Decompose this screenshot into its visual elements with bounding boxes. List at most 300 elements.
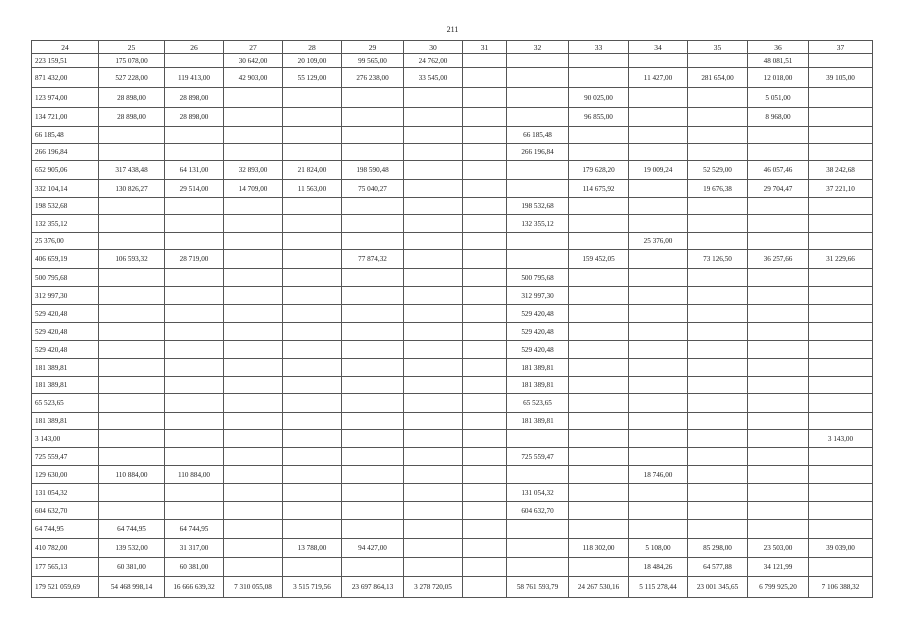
table-cell (507, 161, 569, 180)
table-cell (569, 466, 629, 484)
table-cell: 181 389,81 (32, 359, 99, 377)
table-cell (688, 466, 748, 484)
table-cell (165, 430, 224, 448)
table-cell (569, 520, 629, 539)
table-cell (283, 144, 342, 161)
table-cell (463, 215, 507, 233)
table-cell: 8 968,00 (748, 108, 809, 127)
table-cell: 28 898,00 (165, 88, 224, 108)
table-cell (809, 558, 873, 577)
table-cell (342, 520, 404, 539)
table-row (32, 233, 873, 250)
table-cell: 65 523,65 (32, 394, 99, 413)
table-cell (165, 502, 224, 520)
table-cell: 529 420,48 (32, 305, 99, 323)
table-cell (688, 108, 748, 127)
table-cell: 223 159,51 (32, 54, 99, 68)
table-cell: 159 452,05 (569, 250, 629, 269)
column-header: 31 (463, 41, 507, 54)
table-row (32, 323, 873, 341)
table-cell: 529 420,48 (507, 341, 569, 359)
table-cell: 21 824,00 (283, 161, 342, 180)
table-cell: 266 196,84 (507, 144, 569, 161)
table-cell (809, 305, 873, 323)
table-cell (99, 287, 165, 305)
table-cell (507, 88, 569, 108)
table-cell (283, 88, 342, 108)
table-cell (463, 305, 507, 323)
table-cell: 500 795,68 (32, 269, 99, 287)
table-cell (342, 341, 404, 359)
table-cell (809, 54, 873, 68)
table-cell (283, 127, 342, 144)
table-cell: 139 532,00 (99, 539, 165, 558)
table-cell: 19 676,38 (688, 180, 748, 198)
table-cell: 175 078,00 (99, 54, 165, 68)
table-cell (688, 484, 748, 502)
table-cell (629, 215, 688, 233)
table-cell (404, 466, 463, 484)
table-cell (688, 215, 748, 233)
table-cell (507, 520, 569, 539)
table-cell (569, 448, 629, 466)
table-cell (463, 520, 507, 539)
table-cell (569, 287, 629, 305)
table-cell (463, 466, 507, 484)
table-cell (224, 269, 283, 287)
page-number: 211 (446, 25, 459, 34)
table-cell (688, 287, 748, 305)
table-cell (507, 539, 569, 558)
table-cell (224, 359, 283, 377)
table-cell (809, 359, 873, 377)
table-cell (507, 430, 569, 448)
table-cell (224, 413, 283, 430)
column-header: 37 (809, 41, 873, 54)
table-cell (463, 394, 507, 413)
table-cell (165, 233, 224, 250)
table-cell: 131 054,32 (507, 484, 569, 502)
table-cell: 410 782,00 (32, 539, 99, 558)
table-cell (507, 558, 569, 577)
table-cell (342, 287, 404, 305)
table-cell (569, 198, 629, 215)
table-cell (507, 180, 569, 198)
table-cell: 52 529,00 (688, 161, 748, 180)
table-cell: 181 389,81 (507, 413, 569, 430)
table-cell (629, 377, 688, 394)
table-cell (165, 484, 224, 502)
table-cell: 94 427,00 (342, 539, 404, 558)
table-cell (748, 215, 809, 233)
table-cell (342, 377, 404, 394)
table-cell (569, 394, 629, 413)
table-cell: 281 654,00 (688, 68, 748, 88)
table-cell (404, 161, 463, 180)
table-cell: 14 709,00 (224, 180, 283, 198)
table-cell (165, 127, 224, 144)
table-cell (283, 323, 342, 341)
table-row (32, 68, 873, 88)
table-cell (99, 377, 165, 394)
table-cell: 317 438,48 (99, 161, 165, 180)
table-cell (463, 198, 507, 215)
table-cell (404, 539, 463, 558)
table-cell (809, 215, 873, 233)
table-cell (688, 341, 748, 359)
table-cell (629, 54, 688, 68)
table-cell (99, 127, 165, 144)
table-cell (569, 413, 629, 430)
table-cell (283, 198, 342, 215)
table-cell (809, 144, 873, 161)
table-cell: 198 532,68 (32, 198, 99, 215)
table-cell (99, 269, 165, 287)
table-row (32, 54, 873, 68)
table-cell (283, 233, 342, 250)
table-cell: 46 057,46 (748, 161, 809, 180)
table-cell: 65 523,65 (507, 394, 569, 413)
table-row (32, 502, 873, 520)
table-cell (629, 413, 688, 430)
table-cell (463, 341, 507, 359)
table-cell (283, 558, 342, 577)
table-cell (283, 394, 342, 413)
column-header: 34 (629, 41, 688, 54)
table-cell (629, 144, 688, 161)
table-cell: 25 376,00 (32, 233, 99, 250)
table-cell: 13 788,00 (283, 539, 342, 558)
table-cell (748, 198, 809, 215)
table-cell (748, 127, 809, 144)
table-row (32, 466, 873, 484)
table-cell: 312 997,30 (507, 287, 569, 305)
table-cell (463, 430, 507, 448)
table-cell (165, 359, 224, 377)
table-cell (99, 341, 165, 359)
table-cell (463, 359, 507, 377)
table-cell (165, 341, 224, 359)
table-cell: 132 355,12 (507, 215, 569, 233)
table-cell (748, 269, 809, 287)
table-cell (283, 502, 342, 520)
table-cell: 16 666 639,32 (165, 577, 224, 598)
table-cell (569, 359, 629, 377)
table-row (32, 287, 873, 305)
column-header: 30 (404, 41, 463, 54)
table-cell (165, 54, 224, 68)
table-cell: 5 115 278,44 (629, 577, 688, 598)
table-cell: 198 590,48 (342, 161, 404, 180)
table-cell (99, 323, 165, 341)
table-cell: 181 389,81 (507, 377, 569, 394)
table-cell: 58 761 593,79 (507, 577, 569, 598)
table-cell: 24 267 530,16 (569, 577, 629, 598)
table-cell (569, 502, 629, 520)
table-cell: 64 744,95 (32, 520, 99, 539)
table-cell (569, 144, 629, 161)
table-cell (569, 341, 629, 359)
table-row (32, 394, 873, 413)
table-cell (463, 180, 507, 198)
table-cell (463, 558, 507, 577)
table-cell: 23 697 864,13 (342, 577, 404, 598)
table-cell: 7 310 055,08 (224, 577, 283, 598)
table-cell: 38 242,68 (809, 161, 873, 180)
table-cell (283, 287, 342, 305)
table-cell (748, 377, 809, 394)
table-cell (342, 359, 404, 377)
table-cell: 177 565,13 (32, 558, 99, 577)
table-cell: 3 515 719,56 (283, 577, 342, 598)
table-cell (224, 341, 283, 359)
column-header: 26 (165, 41, 224, 54)
table-row (32, 305, 873, 323)
table-cell (629, 520, 688, 539)
table-cell (99, 502, 165, 520)
table-cell (404, 233, 463, 250)
table-cell (748, 448, 809, 466)
table-cell: 29 704,47 (748, 180, 809, 198)
table-cell (629, 305, 688, 323)
table-cell: 11 563,00 (283, 180, 342, 198)
table-cell: 5 108,00 (629, 539, 688, 558)
table-cell (404, 520, 463, 539)
table-cell (404, 341, 463, 359)
table-cell (165, 287, 224, 305)
table-cell (507, 466, 569, 484)
table-cell: 19 009,24 (629, 161, 688, 180)
table-cell (283, 413, 342, 430)
table-cell (507, 233, 569, 250)
table-cell: 34 121,99 (748, 558, 809, 577)
data-table (31, 40, 873, 598)
table-cell (748, 233, 809, 250)
table-cell: 3 278 720,05 (404, 577, 463, 598)
table-cell: 31 229,66 (809, 250, 873, 269)
table-cell: 23 001 345,65 (688, 577, 748, 598)
table-cell: 652 905,06 (32, 161, 99, 180)
table-cell (629, 341, 688, 359)
table-cell: 39 105,00 (809, 68, 873, 88)
table-cell (224, 394, 283, 413)
table-cell: 18 746,00 (629, 466, 688, 484)
table-cell (569, 377, 629, 394)
table-cell (629, 287, 688, 305)
table-cell (688, 127, 748, 144)
table-cell (809, 448, 873, 466)
table-cell (224, 198, 283, 215)
table-cell (224, 520, 283, 539)
table-cell (283, 448, 342, 466)
table-row (32, 250, 873, 269)
table-cell: 604 632,70 (507, 502, 569, 520)
table-cell: 114 675,92 (569, 180, 629, 198)
table-cell: 55 129,00 (283, 68, 342, 88)
table-row (32, 484, 873, 502)
table-row (32, 144, 873, 161)
table-cell (224, 484, 283, 502)
table-cell (463, 502, 507, 520)
table-cell (342, 323, 404, 341)
table-cell (809, 413, 873, 430)
table-cell: 132 355,12 (32, 215, 99, 233)
table-cell: 64 744,95 (165, 520, 224, 539)
table-row (32, 577, 873, 598)
table-cell: 64 577,88 (688, 558, 748, 577)
table-cell (342, 448, 404, 466)
table-cell (629, 502, 688, 520)
table-cell (99, 144, 165, 161)
table-cell (748, 341, 809, 359)
table-cell (165, 305, 224, 323)
table-cell (342, 484, 404, 502)
table-cell (809, 341, 873, 359)
table-cell (165, 269, 224, 287)
table-cell (165, 394, 224, 413)
table-cell (629, 108, 688, 127)
table-cell (629, 359, 688, 377)
table-cell (224, 144, 283, 161)
table-cell (569, 323, 629, 341)
table-cell (463, 413, 507, 430)
table-cell (809, 502, 873, 520)
table-cell (463, 54, 507, 68)
column-header: 35 (688, 41, 748, 54)
table-cell (165, 323, 224, 341)
table-cell (569, 233, 629, 250)
column-header: 27 (224, 41, 283, 54)
table-cell (809, 198, 873, 215)
table-cell (688, 502, 748, 520)
table-cell (99, 394, 165, 413)
table-cell (629, 448, 688, 466)
table-cell: 54 468 998,14 (99, 577, 165, 598)
table-cell: 129 630,00 (32, 466, 99, 484)
table-row (32, 448, 873, 466)
table-cell (688, 448, 748, 466)
table-cell (463, 68, 507, 88)
table-cell (342, 305, 404, 323)
column-header: 32 (507, 41, 569, 54)
table-cell (688, 430, 748, 448)
table-cell: 181 389,81 (32, 413, 99, 430)
table-cell (165, 377, 224, 394)
table-cell (342, 88, 404, 108)
table-row (32, 127, 873, 144)
column-header: 24 (32, 41, 99, 54)
table-cell: 725 559,47 (507, 448, 569, 466)
table-cell (688, 305, 748, 323)
column-header: 33 (569, 41, 629, 54)
table-cell (224, 287, 283, 305)
table-cell: 66 185,48 (32, 127, 99, 144)
table-cell (809, 466, 873, 484)
table-cell: 198 532,68 (507, 198, 569, 215)
table-cell (99, 448, 165, 466)
table-cell (507, 250, 569, 269)
table-cell (809, 394, 873, 413)
table-row (32, 341, 873, 359)
table-cell (463, 161, 507, 180)
table-cell (404, 430, 463, 448)
table-cell: 406 659,19 (32, 250, 99, 269)
table-cell (404, 448, 463, 466)
table-cell (748, 413, 809, 430)
table-cell (463, 127, 507, 144)
table-cell (688, 520, 748, 539)
table-cell: 25 376,00 (629, 233, 688, 250)
table-cell (748, 466, 809, 484)
table-cell (569, 215, 629, 233)
table-row (32, 539, 873, 558)
table-cell (507, 54, 569, 68)
table-cell (809, 484, 873, 502)
table-cell: 31 317,00 (165, 539, 224, 558)
table-cell: 33 545,00 (404, 68, 463, 88)
table-cell (99, 198, 165, 215)
table-cell: 312 997,30 (32, 287, 99, 305)
table-cell (342, 502, 404, 520)
table-cell (463, 108, 507, 127)
table-cell (629, 430, 688, 448)
table-cell: 30 642,00 (224, 54, 283, 68)
table-cell (688, 377, 748, 394)
table-cell (809, 269, 873, 287)
table-cell (99, 484, 165, 502)
table-cell: 332 104,14 (32, 180, 99, 198)
table-cell (99, 305, 165, 323)
table-cell: 60 381,00 (165, 558, 224, 577)
table-cell: 23 503,00 (748, 539, 809, 558)
table-cell: 123 974,00 (32, 88, 99, 108)
table-cell (165, 448, 224, 466)
table-cell (809, 127, 873, 144)
table-row (32, 413, 873, 430)
table-cell: 18 484,26 (629, 558, 688, 577)
table-cell (404, 144, 463, 161)
table-cell: 529 420,48 (507, 323, 569, 341)
table-cell (629, 198, 688, 215)
table-cell (463, 269, 507, 287)
table-cell (283, 359, 342, 377)
table-cell (165, 144, 224, 161)
table-cell (748, 484, 809, 502)
table-cell: 11 427,00 (629, 68, 688, 88)
column-header: 29 (342, 41, 404, 54)
table-cell (629, 323, 688, 341)
table-cell (404, 88, 463, 108)
table-cell (404, 108, 463, 127)
table-cell (224, 108, 283, 127)
table-cell (629, 250, 688, 269)
table-cell: 60 381,00 (99, 558, 165, 577)
table-cell (688, 323, 748, 341)
table-cell: 12 018,00 (748, 68, 809, 88)
table-cell (569, 269, 629, 287)
table-row (32, 520, 873, 539)
table-cell (404, 502, 463, 520)
table-cell: 527 228,00 (99, 68, 165, 88)
table-cell: 64 744,95 (99, 520, 165, 539)
table-cell: 871 432,00 (32, 68, 99, 88)
table-cell (342, 430, 404, 448)
table-cell (165, 413, 224, 430)
table-cell (809, 323, 873, 341)
table-cell: 99 565,00 (342, 54, 404, 68)
table-cell: 28 898,00 (99, 108, 165, 127)
table-cell (283, 108, 342, 127)
